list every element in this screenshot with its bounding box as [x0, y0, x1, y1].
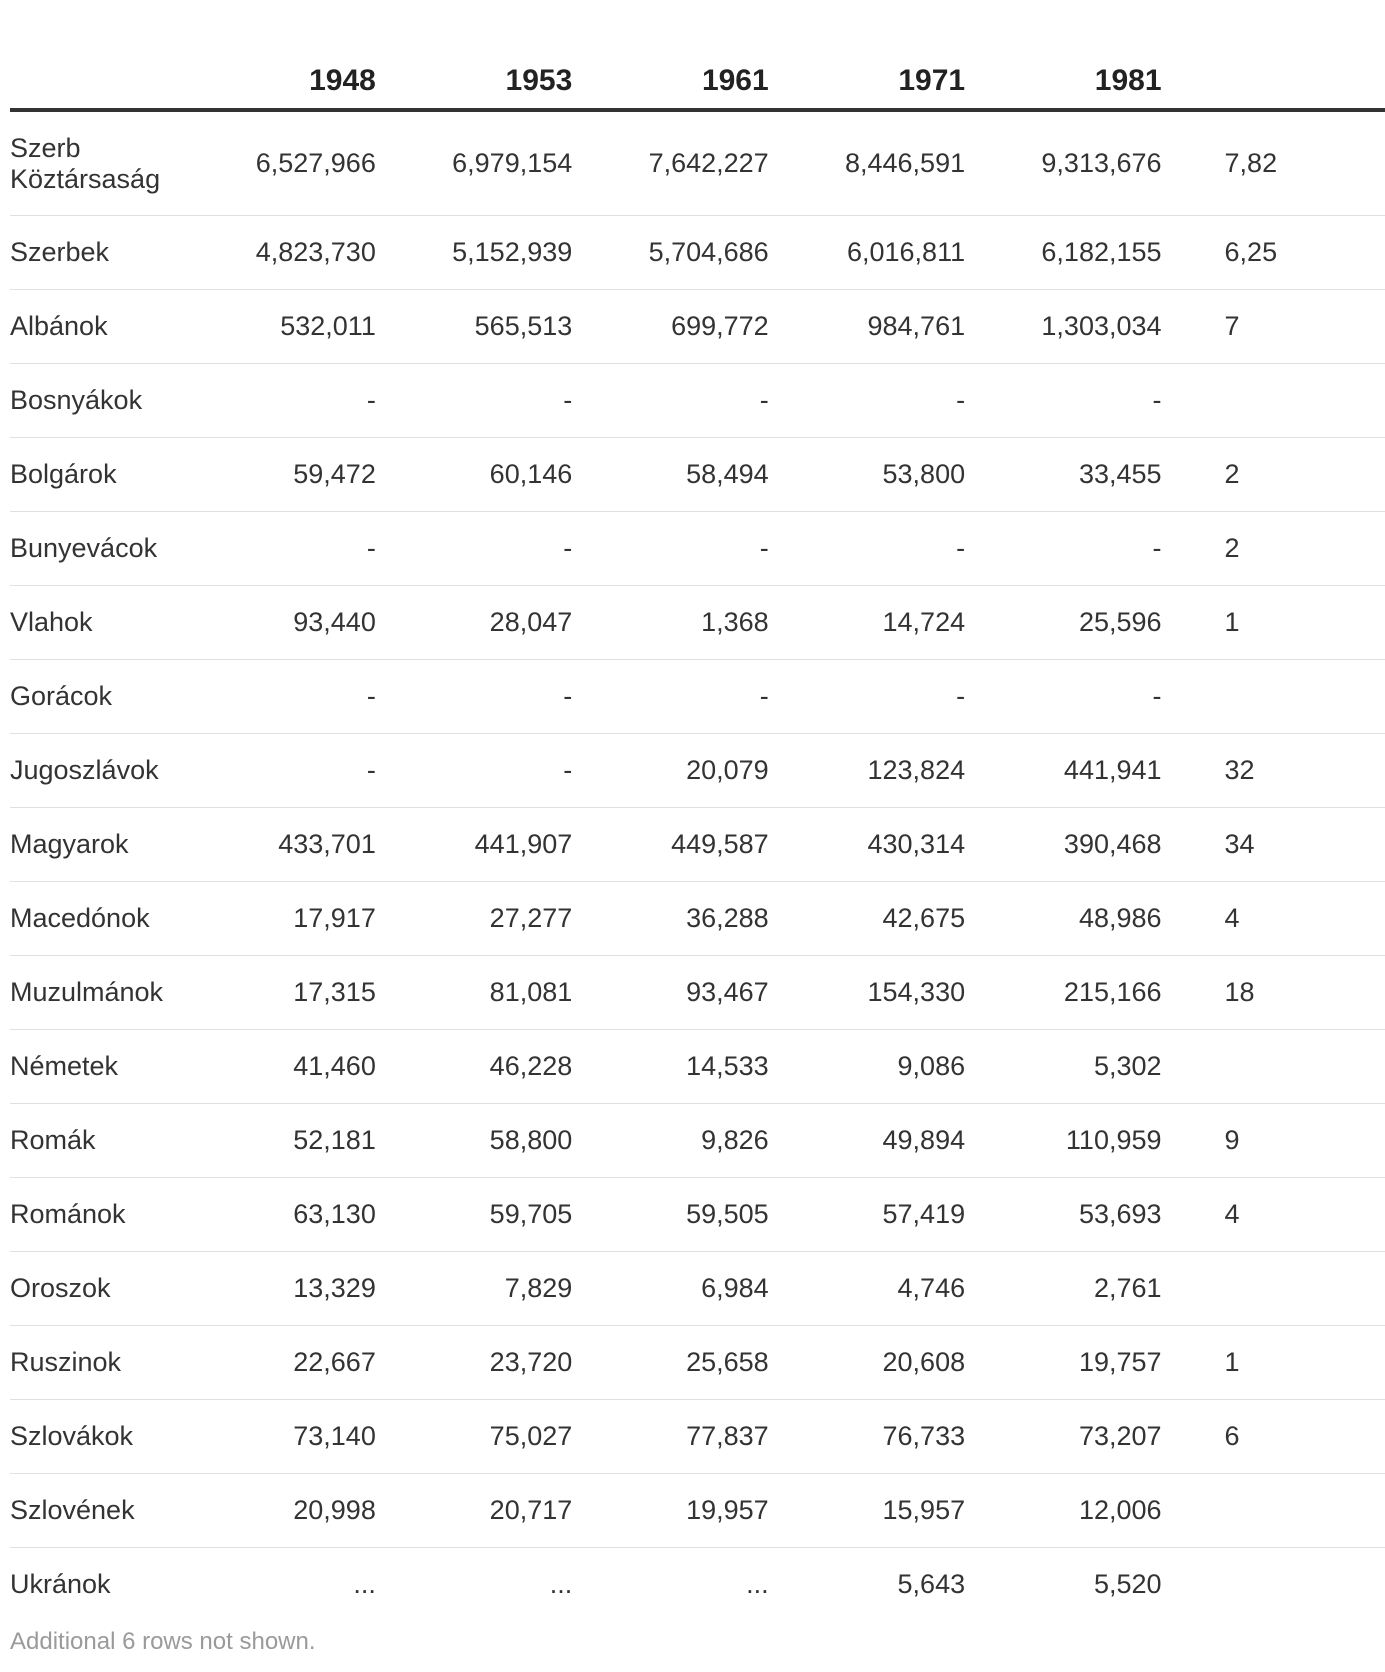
row-label: Szerb Köztársaság — [10, 110, 206, 216]
cell-1971: 14,724 — [796, 586, 992, 660]
cell-1961: 6,984 — [599, 1252, 795, 1326]
row-label: Gorácok — [10, 660, 206, 734]
cell-1971: 57,419 — [796, 1178, 992, 1252]
table-row — [10, 660, 1385, 734]
cell-1953: 58,800 — [403, 1104, 599, 1178]
cell-cut: 34 — [1189, 808, 1385, 882]
cell-1971: 430,314 — [796, 808, 992, 882]
column-header-1971: 1971 — [796, 28, 992, 110]
cell-1971: 154,330 — [796, 956, 992, 1030]
cell-1961: 93,467 — [599, 956, 795, 1030]
cell-1948: 532,011 — [206, 290, 402, 364]
table-row — [10, 1104, 1385, 1178]
cell-1953: 441,907 — [403, 808, 599, 882]
cell-1953: ... — [549, 1569, 573, 1599]
row-label: Németek — [10, 1030, 206, 1104]
cell-1961: - — [599, 364, 795, 438]
cell-1953: - — [403, 734, 599, 808]
cell-cut: 2 — [1189, 512, 1385, 586]
cell-1953: 75,027 — [403, 1400, 599, 1474]
cell-1961: 19,957 — [599, 1474, 795, 1548]
cell-cut: 2 — [1189, 438, 1385, 512]
footnote: Additional 6 rows not shown. — [10, 1628, 316, 1655]
table-row — [10, 1548, 1385, 1622]
column-header-1948: 1948 — [206, 28, 402, 110]
table-row — [10, 882, 1385, 956]
cell-1961: 58,494 — [599, 438, 795, 512]
cell-1971: 8,446,591 — [796, 110, 992, 216]
row-label: Macedónok — [10, 882, 206, 956]
column-header-cut — [1189, 28, 1385, 110]
table-row — [10, 1474, 1385, 1548]
cell-1948: 63,130 — [206, 1178, 402, 1252]
row-label: Romák — [10, 1104, 206, 1178]
cell-1981: 6,182,155 — [992, 216, 1188, 290]
table-row — [10, 956, 1385, 1030]
cell-cut — [1189, 660, 1385, 734]
cell-1948: 22,667 — [206, 1326, 402, 1400]
cell-cut — [1189, 1252, 1385, 1326]
column-header-1981: 1981 — [992, 28, 1188, 110]
cell-1971: 76,733 — [796, 1400, 992, 1474]
cell-1961: 9,826 — [599, 1104, 795, 1178]
cell-1953: - — [403, 364, 599, 438]
table-row — [10, 1030, 1385, 1104]
cell-cut: 7,82 — [1189, 110, 1385, 216]
cell-1953: 60,146 — [403, 438, 599, 512]
cell-1953: - — [403, 660, 599, 734]
cell-1971: 6,016,811 — [796, 216, 992, 290]
cell-1953: 565,513 — [403, 290, 599, 364]
cell-1948: - — [206, 512, 402, 586]
cell-1981: 33,455 — [992, 438, 1188, 512]
cell-1971: 5,643 — [897, 1569, 966, 1599]
cell-1948: 6,527,966 — [206, 110, 402, 216]
cell-cut: 1 — [1189, 1326, 1385, 1400]
cell-1981: 12,006 — [992, 1474, 1188, 1548]
cell-1953: 7,829 — [403, 1252, 599, 1326]
cell-1953: 46,228 — [403, 1030, 599, 1104]
cell-cut: 4 — [1189, 1178, 1385, 1252]
cell-1948: ... — [353, 1569, 376, 1599]
cell-cut: 9 — [1189, 1104, 1385, 1178]
table-row — [10, 808, 1385, 882]
cell-1961: 25,658 — [599, 1326, 795, 1400]
column-header-1953: 1953 — [403, 28, 599, 110]
cell-1948: 20,998 — [206, 1474, 402, 1548]
cell-1948: - — [206, 734, 402, 808]
cell-cut: 7 — [1189, 290, 1385, 364]
cell-1971: 4,746 — [796, 1252, 992, 1326]
cell-1981: - — [992, 512, 1188, 586]
table-row — [10, 1252, 1385, 1326]
cell-1981: 215,166 — [992, 956, 1188, 1030]
cell-1953: 59,705 — [403, 1178, 599, 1252]
cell-1953: 6,979,154 — [403, 110, 599, 216]
row-label: Jugoszlávok — [10, 734, 206, 808]
cell-1971: 49,894 — [796, 1104, 992, 1178]
cell-1961: 59,505 — [599, 1178, 795, 1252]
cell-1961: - — [599, 512, 795, 586]
cell-1981: 2,761 — [992, 1252, 1188, 1326]
cell-1981: - — [992, 660, 1188, 734]
cell-1953: 5,152,939 — [403, 216, 599, 290]
cell-1961: - — [599, 660, 795, 734]
table-row — [10, 1178, 1385, 1252]
table-row — [10, 364, 1385, 438]
row-label: Oroszok — [10, 1252, 206, 1326]
cell-1971: - — [796, 364, 992, 438]
table-row — [10, 1400, 1385, 1474]
cell-cut: 6 — [1189, 1400, 1385, 1474]
cell-1948: 52,181 — [206, 1104, 402, 1178]
cell-cut: 4 — [1189, 882, 1385, 956]
cell-1971: 20,608 — [796, 1326, 992, 1400]
table-row — [10, 290, 1385, 364]
cell-1981: 53,693 — [992, 1178, 1188, 1252]
cell-1971: 984,761 — [796, 290, 992, 364]
row-label: Bolgárok — [10, 438, 206, 512]
cell-1953: 28,047 — [403, 586, 599, 660]
table-row — [10, 512, 1385, 586]
cell-1948: 93,440 — [206, 586, 402, 660]
cell-1961: 449,587 — [599, 808, 795, 882]
cell-1981: 48,986 — [992, 882, 1188, 956]
cell-1981: 390,468 — [992, 808, 1188, 882]
table-row — [10, 586, 1385, 660]
row-label: Szerbek — [10, 216, 206, 290]
cell-1981: 19,757 — [992, 1326, 1188, 1400]
cell-1948: 73,140 — [206, 1400, 402, 1474]
cell-1961: 1,368 — [599, 586, 795, 660]
cell-1971: 9,086 — [796, 1030, 992, 1104]
header-row — [10, 28, 1385, 110]
cell-1971: 42,675 — [796, 882, 992, 956]
cell-1981: - — [992, 364, 1188, 438]
table-container — [10, 28, 1278, 1621]
cell-cut — [1189, 364, 1385, 438]
cell-1948: 13,329 — [206, 1252, 402, 1326]
cell-1981: 5,520 — [1093, 1569, 1162, 1599]
table-body — [10, 110, 1385, 1621]
cell-1981: 5,302 — [992, 1030, 1188, 1104]
cell-1961: ... — [746, 1569, 769, 1599]
cell-1981: 110,959 — [992, 1104, 1188, 1178]
cell-1961: 7,642,227 — [599, 110, 795, 216]
column-header-1961: 1961 — [599, 28, 795, 110]
cell-1971: 15,957 — [796, 1474, 992, 1548]
cell-1971: - — [796, 512, 992, 586]
cell-cut — [1189, 1548, 1385, 1622]
cell-1981: 1,303,034 — [992, 290, 1188, 364]
row-label: Ukránok — [10, 1569, 111, 1599]
cell-cut: 32 — [1189, 734, 1385, 808]
row-label: Magyarok — [10, 808, 206, 882]
cell-1953: 20,717 — [403, 1474, 599, 1548]
cell-1953: 23,720 — [403, 1326, 599, 1400]
cell-1953: - — [403, 512, 599, 586]
population-table — [10, 28, 1385, 1621]
cell-cut: 18 — [1189, 956, 1385, 1030]
row-label: Muzulmánok — [10, 956, 206, 1030]
cell-1961: 699,772 — [599, 290, 795, 364]
row-label: Albánok — [10, 290, 206, 364]
row-label: Bosnyákok — [10, 364, 206, 438]
table-row — [10, 438, 1385, 512]
row-label: Bunyevácok — [10, 512, 206, 586]
cell-1948: - — [206, 364, 402, 438]
cell-1948: 433,701 — [206, 808, 402, 882]
cell-1981: 73,207 — [992, 1400, 1188, 1474]
cell-1981: 441,941 — [992, 734, 1188, 808]
row-label: Románok — [10, 1178, 206, 1252]
cell-1961: 36,288 — [599, 882, 795, 956]
cell-1971: 123,824 — [796, 734, 992, 808]
cell-1953: 27,277 — [403, 882, 599, 956]
table-row — [10, 734, 1385, 808]
cell-1948: 17,315 — [206, 956, 402, 1030]
cell-cut — [1189, 1474, 1385, 1548]
cell-1961: 20,079 — [599, 734, 795, 808]
cell-1961: 5,704,686 — [599, 216, 795, 290]
cell-1961: 77,837 — [599, 1400, 795, 1474]
cell-cut — [1189, 1030, 1385, 1104]
row-label: Szlovákok — [10, 1400, 206, 1474]
cell-1953: 81,081 — [403, 956, 599, 1030]
table-row — [10, 216, 1385, 290]
cell-1971: - — [796, 660, 992, 734]
cell-1961: 14,533 — [599, 1030, 795, 1104]
cell-1948: 41,460 — [206, 1030, 402, 1104]
cell-1948: 4,823,730 — [206, 216, 402, 290]
cell-1981: 25,596 — [992, 586, 1188, 660]
cell-1948: 59,472 — [206, 438, 402, 512]
row-label: Ruszinok — [10, 1326, 206, 1400]
cell-1971: 53,800 — [796, 438, 992, 512]
row-label: Vlahok — [10, 586, 206, 660]
table-row — [10, 1326, 1385, 1400]
cell-cut: 1 — [1189, 586, 1385, 660]
cell-1948: - — [206, 660, 402, 734]
cell-1981: 9,313,676 — [992, 110, 1188, 216]
cell-cut: 6,25 — [1189, 216, 1385, 290]
cell-1948: 17,917 — [206, 882, 402, 956]
column-header-name — [10, 28, 206, 110]
row-label: Szlovének — [10, 1474, 206, 1548]
table-row — [10, 110, 1385, 216]
